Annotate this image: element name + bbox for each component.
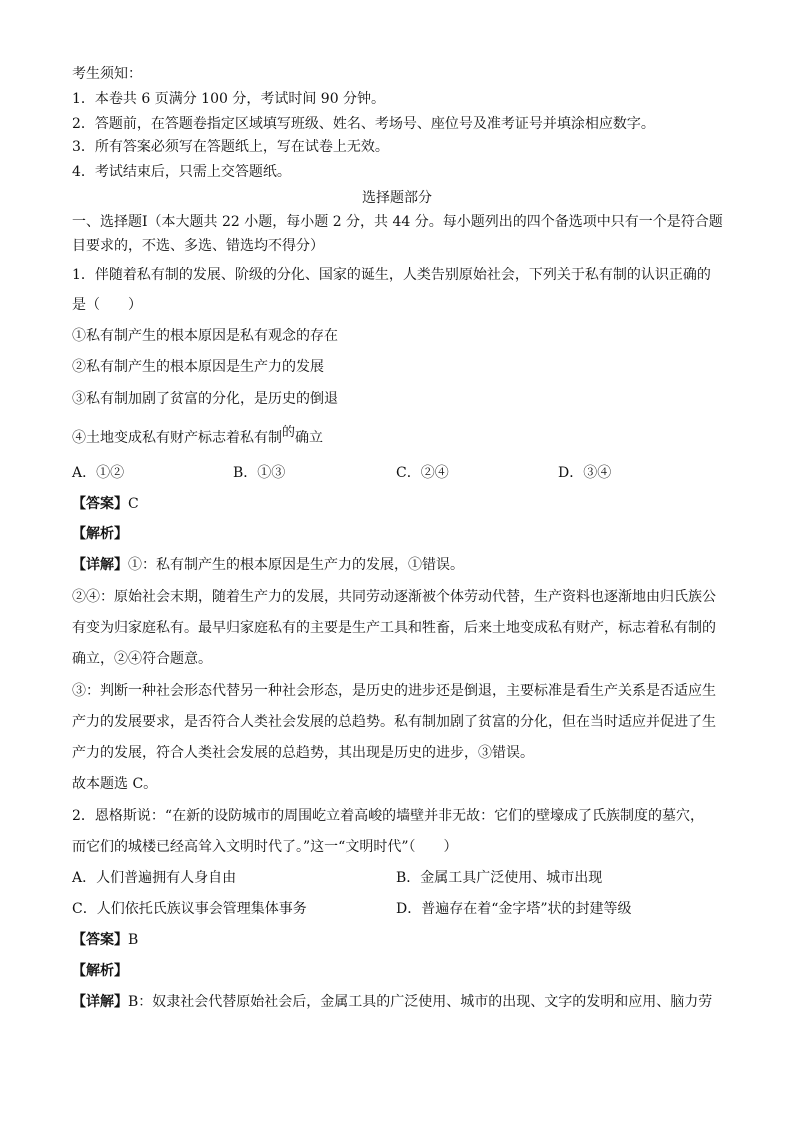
q1-conclusion: 故本题选 C。	[72, 776, 158, 792]
q2-answer	[72, 930, 138, 950]
q1-statement-4-tail: 确立	[295, 430, 324, 446]
q2-option-b: B．金属工具广泛使用、城市出现	[396, 870, 603, 886]
part-heading-line-2: 目要求的，不选、多选、错选均不得分）	[72, 238, 324, 254]
notice-item-1: 1．本卷共 6 页满分 100 分，考试时间 90 分钟。	[72, 91, 386, 107]
q1-statement-1: ①私有制产生的根本原因是私有观念的存在	[72, 328, 338, 344]
q2-option-c: C．人们依托氏族议事会管理集体事务	[72, 901, 307, 917]
q1-statement-4-text: ④土地变成私有财产标志着私有制	[72, 430, 282, 446]
q2-stem-line-2: 而它们的城楼已经高耸入文明时代了。”这一“文明时代”（ ）	[72, 839, 458, 855]
notice-item-4: 4．考试结束后，只需上交答题纸。	[72, 164, 291, 180]
q1-detail-first: ①：私有制产生的根本原因是生产力的发展，①错误。	[128, 557, 464, 573]
q1-statement-4	[72, 425, 324, 449]
notice-item-3: 3．所有答案必须写在答题纸上，写在试卷上无效。	[72, 139, 389, 155]
q2-option-d: D．普遍存在着“金字塔”状的封建等级	[396, 901, 632, 917]
q2-answer-tag: 【答案】	[72, 932, 128, 948]
q1-detail-line-4: 确立，②④符合题意。	[72, 651, 212, 667]
q1-detail-line-2: ②④：原始社会末期，随着生产力的发展，共同劳动逐渐被个体劳动代替，生产资料也逐渐地由归氏族公	[72, 589, 716, 605]
q1-stem-line-1: 1．伴随着私有制的发展、阶级的分化、国家的诞生，人类告别原始社会，下列关于私有制的认识正确的	[72, 267, 711, 283]
q2-detail-first: B：奴隶社会代替原始社会后，金属工具的广泛使用、城市的出现、文字的发明和应用、脑力劳	[128, 994, 713, 1010]
q1-statement-2: ②私有制产生的根本原因是生产力的发展	[72, 359, 324, 375]
q2-option-a: A．人们普遍拥有人身自由	[72, 870, 237, 886]
q1-detail-tag: 【详解】	[72, 557, 128, 573]
q1-detail-line-3: 有变为归家庭私有。最早归家庭私有的主要是生产工具和牲畜，后来土地变成私有财产，标志着私有制的	[72, 620, 716, 636]
q1-answer-tag: 【答案】	[72, 496, 128, 512]
q1-statement-3: ③私有制加剧了贫富的分化，是历史的倒退	[72, 391, 338, 407]
q1-answer-value: C	[128, 496, 139, 512]
q1-option-a: A．①②	[72, 465, 125, 481]
q2-analysis-tag: 【解析】	[72, 963, 128, 979]
q1-statement-4-superscript: 的	[282, 425, 296, 440]
notice-item-2: 2．答题前，在答题卷指定区域填写班级、姓名、考场号、座位号及准考证号并填涂相应数字。	[72, 116, 655, 132]
q1-option-b: B．①③	[233, 465, 286, 481]
notice-title: 考生须知：	[72, 66, 142, 82]
q1-detail-line-7: 产力的发展，符合人类社会发展的总趋势，其出现是历史的进步，③错误。	[72, 745, 534, 761]
q2-answer-value: B	[128, 932, 139, 948]
q1-analysis-tag: 【解析】	[72, 526, 128, 542]
q2-detail-tag: 【详解】	[72, 994, 128, 1010]
q1-detail-line-6: 产力的发展要求，是否符合人类社会发展的总趋势。私有制加剧了贫富的分化，但在当时适应并促进了生	[72, 714, 716, 730]
q1-detail-line-1	[72, 555, 464, 575]
q1-detail-line-5: ③：判断一种社会形态代替另一种社会形态，是历史的进步还是倒退，主要标准是看生产关系是否适应生	[72, 683, 716, 699]
q1-option-c: C．②④	[396, 465, 449, 481]
section-title: 选择题部分	[362, 190, 432, 206]
q2-stem-line-1: 2．恩格斯说：“在新的设防城市的周围屹立着高峻的墙壁并非无故：它们的壁壕成了氏族制度的墓穴，	[72, 808, 705, 824]
q1-answer	[72, 494, 139, 514]
q1-stem-line-2: 是（ ）	[72, 297, 142, 313]
q2-detail-line-1	[72, 992, 712, 1012]
part-heading-line-1: 一、选择题Ⅰ（本大题共 22 小题，每小题 2 分，共 44 分。每小题列出的四个备选项中只有一个是符合题	[72, 214, 723, 230]
q1-option-d: D．③④	[558, 465, 612, 481]
